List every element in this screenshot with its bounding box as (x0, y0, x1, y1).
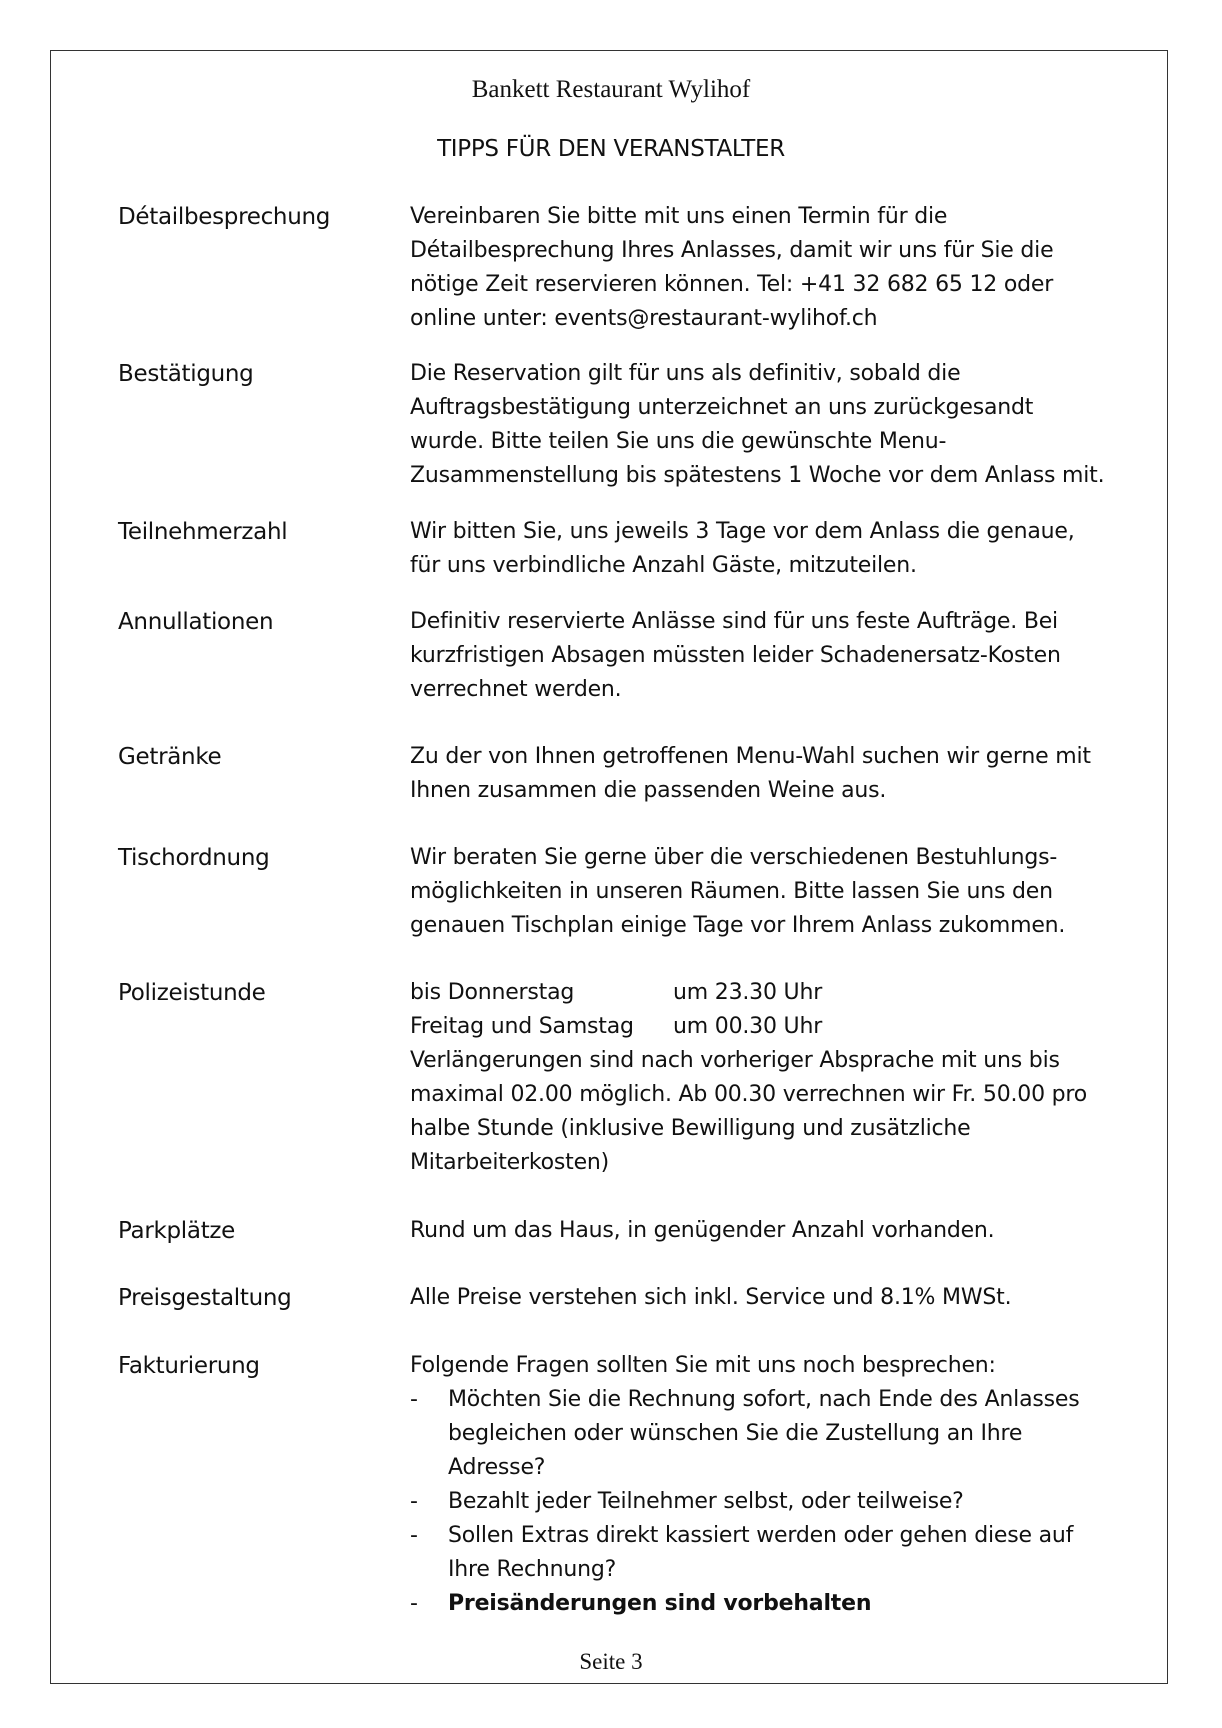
text-line: wurde. Bitte teilen Sie uns die gewünschte Menu- (410, 429, 947, 454)
schedule-row (410, 1010, 1130, 1044)
text-line: Rund um das Haus, in genügender Anzahl vorhanden. (410, 1218, 995, 1243)
text-line: Folgende Fragen sollten Sie mit uns noch besprechen: (410, 1353, 996, 1378)
text-line: Bezahlt jeder Teilnehmer selbst, oder teilweise? (448, 1489, 964, 1514)
section-content (410, 1214, 1130, 1248)
text-line: verrechnet werden. (410, 677, 622, 702)
text-line: Vereinbaren Sie bitte mit uns einen Termin für die (410, 204, 948, 229)
schedule-day: bis Donnerstag (410, 980, 575, 1005)
bullet-marker: - (410, 1591, 418, 1616)
text-line: für uns verbindliche Anzahl Gäste, mitzuteilen. (410, 553, 917, 578)
text-line: Mitarbeiterkosten) (410, 1150, 610, 1175)
text-line: Alle Preise verstehen sich inkl. Service und 8.1% MWSt. (410, 1285, 1012, 1310)
text-line: Zu der von Ihnen getroffenen Menu-Wahl suchen wir gerne mit (410, 744, 1091, 769)
section-label: Annullationen (118, 609, 274, 635)
section-content (410, 841, 1130, 943)
section-label: Getränke (118, 744, 222, 770)
text-line: Sollen Extras direkt kassiert werden oder gehen diese auf (448, 1523, 1074, 1548)
section-content (410, 1349, 1130, 1621)
section-content (410, 200, 1130, 336)
text-line: Verlängerungen sind nach vorheriger Absprache mit uns bis (410, 1048, 1060, 1073)
bullet-list (410, 1383, 1130, 1621)
schedule-time: um 23.30 Uhr (673, 980, 823, 1005)
text-line: nötige Zeit reservieren können. Tel: +41 32 682 65 12 oder (410, 272, 1054, 297)
text-line: maximal 02.00 möglich. Ab 00.30 verrechnen wir Fr. 50.00 pro (410, 1082, 1088, 1107)
text-line: Détailbesprechung Ihres Anlasses, damit wir uns für Sie die (410, 238, 1054, 263)
section-content (410, 1281, 1130, 1315)
section-label: Détailbesprechung (118, 204, 331, 230)
section-label: Tischordnung (118, 845, 270, 871)
text-line: genauen Tischplan einige Tage vor Ihrem Anlass zukommen. (410, 913, 1066, 938)
schedule-time: um 00.30 Uhr (673, 1014, 823, 1039)
section-label: Preisgestaltung (118, 1285, 292, 1311)
section-content (410, 605, 1130, 707)
text-line: Wir beraten Sie gerne über die verschiedenen Bestuhlungs- (410, 845, 1058, 870)
text-line: Auftragsbestätigung unterzeichnet an uns zurückgesandt (410, 395, 1034, 420)
text-line: Adresse? (448, 1455, 546, 1480)
section-label: Fakturierung (118, 1353, 260, 1379)
list-item (410, 1485, 1130, 1519)
schedule-row (410, 976, 1130, 1010)
text-line: Preisänderungen sind vorbehalten (448, 1591, 872, 1616)
text-line: Ihnen zusammen die passenden Weine aus. (410, 778, 887, 803)
section-label: Polizeistunde (118, 980, 266, 1006)
list-item (410, 1383, 1130, 1485)
list-item (410, 1519, 1130, 1587)
text-line: Wir bitten Sie, uns jeweils 3 Tage vor dem Anlass die genaue, (410, 519, 1075, 544)
bullet-marker: - (410, 1489, 418, 1514)
section-content (410, 357, 1130, 493)
text-line: online unter: events@restaurant-wylihof.ch (410, 306, 878, 331)
text-line: kurzfristigen Absagen müssten leider Schadenersatz-Kosten (410, 643, 1061, 668)
page-number: Seite 3 (579, 1649, 643, 1674)
section-content (410, 515, 1130, 583)
text-line: halbe Stunde (inklusive Bewilligung und zusätzliche (410, 1116, 971, 1141)
list-item (410, 1587, 1130, 1621)
schedule-day: Freitag und Samstag (410, 1014, 634, 1039)
text-line: Zusammenstellung bis spätestens 1 Woche vor dem Anlass mit. (410, 463, 1105, 488)
section-content (410, 976, 1130, 1180)
section-label: Bestätigung (118, 361, 254, 387)
page-title: TIPPS FÜR DEN VERANSTALTER (437, 136, 785, 162)
text-line: möglichkeiten in unseren Räumen. Bitte lassen Sie uns den (410, 879, 1053, 904)
text-line: Die Reservation gilt für uns als definitiv, sobald die (410, 361, 961, 386)
text-line: Möchten Sie die Rechnung sofort, nach Ende des Anlasses (448, 1387, 1080, 1412)
bullet-marker: - (410, 1387, 418, 1412)
text-line: Definitiv reservierte Anlässe sind für uns feste Aufträge. Bei (410, 609, 1058, 634)
section-label: Parkplätze (118, 1218, 236, 1244)
text-line: begleichen oder wünschen Sie die Zustellung an Ihre (448, 1421, 1023, 1446)
section-content (410, 740, 1130, 808)
text-line: Ihre Rechnung? (448, 1557, 617, 1582)
bullet-marker: - (410, 1523, 418, 1548)
section-label: Teilnehmerzahl (118, 519, 288, 545)
page-header: Bankett Restaurant Wylihof (471, 76, 751, 103)
